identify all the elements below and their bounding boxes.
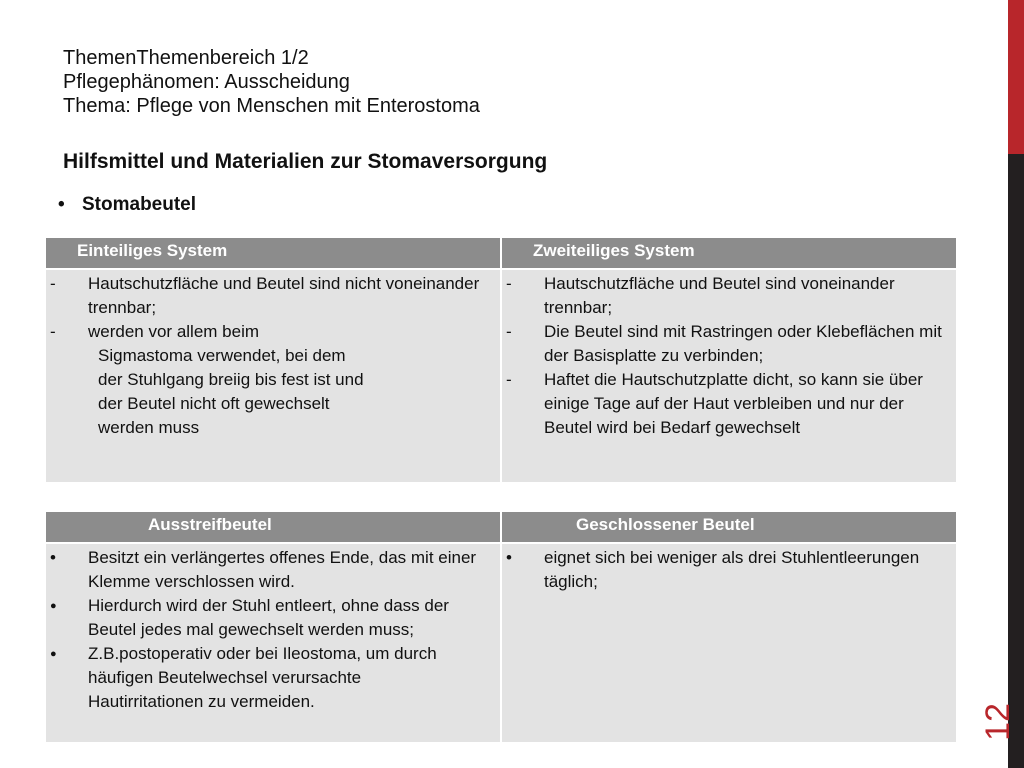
list-item: - Hautschutzfläche und Beutel sind nicht voneinander trennbar;: [50, 274, 480, 317]
table-header-row: [46, 512, 956, 542]
cell-drainable-bag: [46, 544, 500, 742]
system-comparison-table: [44, 236, 958, 484]
list-item: ● Hierdurch wird der Stuhl entleert, ohne dass der Beutel jedes mal gewechselt werden muss;: [50, 596, 449, 639]
list-item: - werden vor allem beim: [50, 322, 260, 341]
header-line-topic-area: ThemenThemenbereich 1/2: [63, 47, 309, 69]
section-title: Hilfsmittel und Materialien zur Stomaversorgung: [63, 150, 548, 173]
accent-bar-dark: [1008, 154, 1024, 768]
bullet-stomabeutel: [58, 194, 196, 216]
list-item: - Hautschutzfläche und Beutel sind voneinander trennbar;: [506, 274, 895, 317]
table-header-row: [46, 238, 956, 268]
header-line-phenomenon: Pflegephänomen: Ausscheidung: [63, 71, 350, 93]
list-item-continuation: Sigmastoma verwendet, bei dem der Stuhlgang breiig bis fest ist und der Beutel nicht oft gewechselt werden muss: [98, 346, 364, 437]
header-closed-bag: Geschlossener Beutel: [502, 512, 956, 542]
table-row: [46, 544, 956, 742]
bag-type-table: [44, 510, 958, 744]
header-two-piece-system: Zweiteiliges System: [502, 238, 956, 268]
slide-number: 12: [979, 703, 1017, 741]
accent-bar-red: [1008, 0, 1024, 154]
list-item-continuation: Hautirritationen zu vermeiden.: [88, 692, 315, 711]
list-item: - Haftet die Hautschutzplatte dicht, so kann sie über einige Tage auf der Haut verbleiben und nur der Beutel wird bei Bedarf gewechselt: [506, 370, 923, 437]
table-row: [46, 270, 956, 482]
header-line-theme: Thema: Pflege von Menschen mit Enterostoma: [63, 95, 480, 117]
cell-closed-bag: [502, 544, 956, 742]
header-one-piece-system: Einteiliges System: [46, 238, 500, 268]
cell-two-piece-system: [502, 270, 956, 482]
cell-one-piece-system: [46, 270, 500, 482]
list-item: • eignet sich bei weniger als drei Stuhlentleerungen täglich;: [506, 548, 920, 591]
bullet-dot-icon: •: [58, 194, 65, 215]
list-item: - Die Beutel sind mit Rastringen oder Klebeflächen mit der Basisplatte zu verbinden;: [506, 322, 942, 365]
bullet-text: Stomabeutel: [82, 194, 197, 215]
list-item: • Besitzt ein verlängertes offenes Ende, das mit einer Klemme verschlossen wird.: [50, 548, 477, 591]
header-drainable-bag: Ausstreifbeutel: [46, 512, 500, 542]
slide-header: [63, 46, 480, 118]
list-item: ● Z.B.postoperativ oder bei Ileostoma, um durch häufigen Beutelwechsel verursachte: [50, 644, 437, 687]
